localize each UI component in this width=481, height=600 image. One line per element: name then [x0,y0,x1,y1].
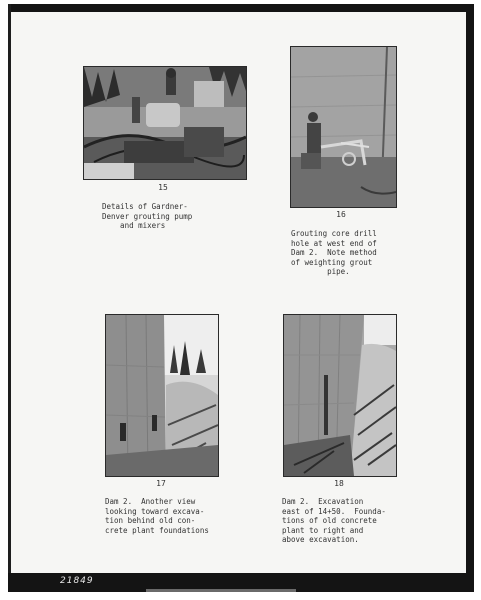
photo-18-excavation-foundations [283,314,397,477]
photo-caption: Details of Gardner- Denver grouting pump and mixers [102,202,193,230]
photo-caption: Dam 2. Excavation east of 14+50. Founda- tions of old concrete plant to right and above excavation. [282,497,386,544]
film-number: 21849 [60,576,94,586]
photo-number: 15 [158,183,168,192]
document-sheet [11,12,466,573]
photo-number: 16 [336,210,346,219]
photo-15-grouting-pump [83,66,247,180]
film-border-right [466,4,474,592]
photo-number: 18 [334,479,344,488]
film-border-top [8,4,474,12]
photo-16-core-drill [290,46,397,208]
photo-number: 17 [156,479,166,488]
photo-17-dam-excavation [105,314,219,477]
photo-caption: Grouting core drill hole at west end of Dam 2. Note method of weighting grout pipe. [291,229,377,276]
film-edge-tab [146,589,296,592]
photo-caption: Dam 2. Another view looking toward excava- tion behind old con- crete plant foundations [105,497,209,535]
